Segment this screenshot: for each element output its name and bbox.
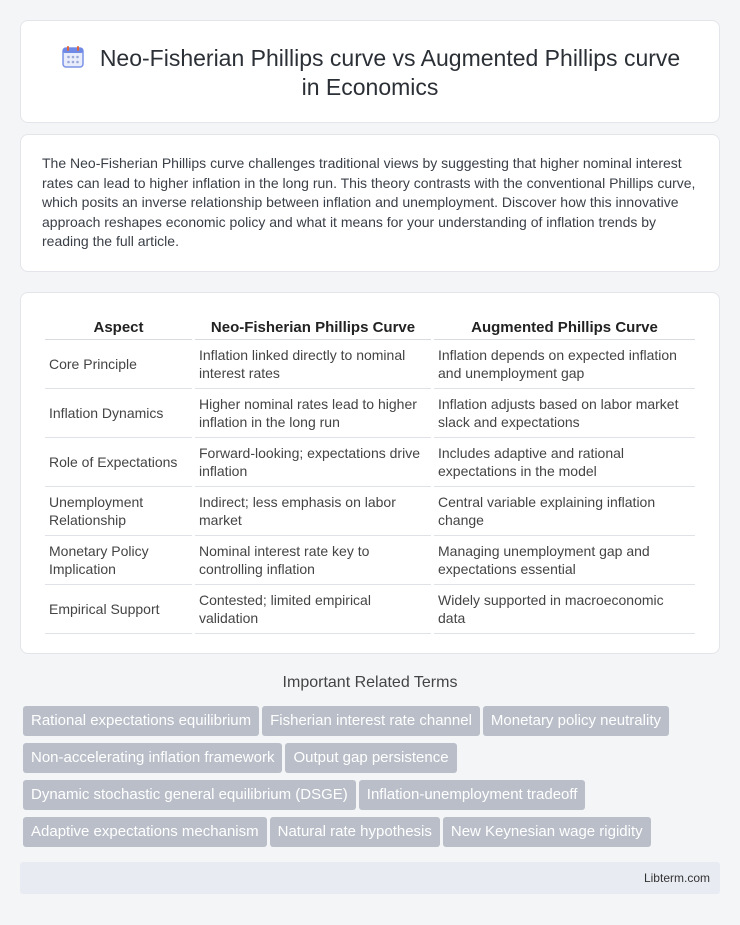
table-row bbox=[45, 536, 695, 585]
row-augmented: Includes adaptive and rational expectations in the model bbox=[434, 438, 695, 487]
row-augmented: Central variable explaining inflation change bbox=[434, 487, 695, 536]
table-row bbox=[45, 438, 695, 487]
header-neo-fisherian: Neo-Fisherian Phillips Curve bbox=[195, 315, 431, 340]
table-row bbox=[45, 340, 695, 389]
related-term-tag[interactable]: Monetary policy neutrality bbox=[483, 706, 669, 736]
comparison-card bbox=[20, 292, 720, 654]
calendar-icon bbox=[60, 44, 86, 70]
intro-paragraph: The Neo-Fisherian Phillips curve challenges traditional views by suggesting that higher nominal interest rates can lead to higher inflation in the long run. This theory contrasts with the conventional Phillips curve, which posits an inverse relationship between inflation and unemployment. Discover how this innovative approach reshapes economic policy and what it means for your understanding of inflation trends by reading the full article. bbox=[42, 155, 696, 250]
page-title bbox=[21, 44, 719, 102]
related-term-tag[interactable]: Inflation-unemployment tradeoff bbox=[359, 780, 586, 810]
row-neo-fisherian: Forward-looking; expectations drive inflation bbox=[195, 438, 431, 487]
row-aspect: Unemployment Relationship bbox=[45, 487, 192, 536]
related-term-tag[interactable]: Non-accelerating inflation framework bbox=[23, 743, 282, 773]
comparison-table bbox=[42, 315, 698, 634]
table-row bbox=[45, 585, 695, 634]
row-aspect: Empirical Support bbox=[45, 585, 192, 634]
header-aspect: Aspect bbox=[45, 315, 192, 340]
intro-card bbox=[20, 134, 720, 272]
row-aspect: Monetary Policy Implication bbox=[45, 536, 192, 585]
row-aspect: Role of Expectations bbox=[45, 438, 192, 487]
row-aspect: Core Principle bbox=[45, 340, 192, 389]
row-augmented: Inflation depends on expected inflation and unemployment gap bbox=[434, 340, 695, 389]
related-terms-heading: Important Related Terms bbox=[282, 674, 458, 691]
related-term-tag[interactable]: Fisherian interest rate channel bbox=[262, 706, 480, 736]
header-augmented: Augmented Phillips Curve bbox=[434, 315, 695, 340]
footer-bar bbox=[20, 862, 720, 894]
related-term-tag[interactable]: Natural rate hypothesis bbox=[270, 817, 440, 847]
row-neo-fisherian: Inflation linked directly to nominal interest rates bbox=[195, 340, 431, 389]
footer-site-link[interactable]: Libterm.com bbox=[643, 871, 710, 885]
row-neo-fisherian: Nominal interest rate key to controlling inflation bbox=[195, 536, 431, 585]
related-terms-list bbox=[23, 706, 723, 854]
header-card bbox=[20, 20, 720, 123]
row-neo-fisherian: Contested; limited empirical validation bbox=[195, 585, 431, 634]
page-title-text: Neo-Fisherian Phillips curve vs Augmented Phillips curve in Economics bbox=[99, 45, 681, 100]
table-row bbox=[45, 389, 695, 438]
related-term-tag[interactable]: Dynamic stochastic general equilibrium (DSGE) bbox=[23, 780, 356, 810]
row-augmented: Inflation adjusts based on labor market slack and expectations bbox=[434, 389, 695, 438]
related-term-tag[interactable]: New Keynesian wage rigidity bbox=[443, 817, 651, 847]
row-aspect: Inflation Dynamics bbox=[45, 389, 192, 438]
row-neo-fisherian: Indirect; less emphasis on labor market bbox=[195, 487, 431, 536]
related-term-tag[interactable]: Adaptive expectations mechanism bbox=[23, 817, 267, 847]
row-neo-fisherian: Higher nominal rates lead to higher inflation in the long run bbox=[195, 389, 431, 438]
related-term-tag[interactable]: Rational expectations equilibrium bbox=[23, 706, 259, 736]
row-augmented: Managing unemployment gap and expectations essential bbox=[434, 536, 695, 585]
table-row bbox=[45, 487, 695, 536]
related-term-tag[interactable]: Output gap persistence bbox=[285, 743, 456, 773]
table-header-row bbox=[45, 315, 695, 340]
row-augmented: Widely supported in macroeconomic data bbox=[434, 585, 695, 634]
